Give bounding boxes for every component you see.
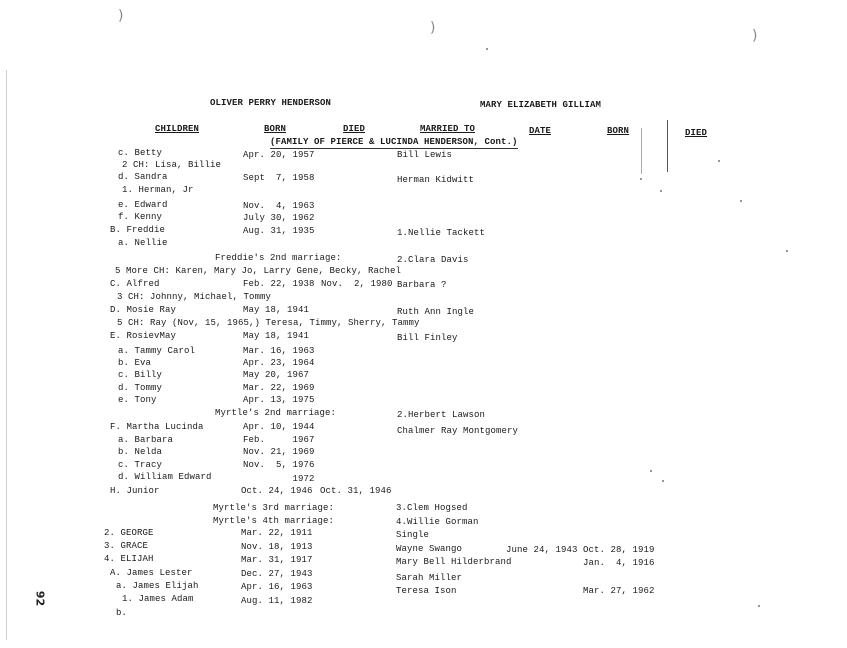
entry-name: 2. GEORGE bbox=[104, 528, 154, 538]
entry-spouse: 4.Willie Gorman bbox=[396, 517, 479, 527]
entry-marriage-date: June 24, 1943 bbox=[506, 545, 578, 555]
entry-name: A. James Lester bbox=[110, 568, 193, 578]
entry-born: Apr. 13, 1975 bbox=[243, 395, 315, 405]
entry-children: 2 CH: Lisa, Billie bbox=[122, 160, 222, 170]
wife-name: MARY ELIZABETH GILLIAM bbox=[480, 100, 602, 110]
entry-born: May 18, 1941 bbox=[243, 305, 310, 315]
entry-born: Apr. 20, 1957 bbox=[243, 150, 315, 160]
entry-name: d. William Edward bbox=[118, 472, 212, 482]
entry-born: Oct. 24, 1946 bbox=[241, 486, 313, 496]
entry-born: July 30, 1962 bbox=[243, 213, 315, 223]
entry-name: c. Billy bbox=[118, 370, 163, 380]
entry-died: Nov. 2, 1980 bbox=[321, 279, 393, 289]
scan-dot bbox=[640, 178, 642, 180]
entry-born: May 20, 1967 bbox=[243, 370, 310, 380]
scan-speck: ) bbox=[430, 20, 436, 36]
col-born: BORN bbox=[264, 124, 287, 134]
entry-born: Feb. 22, 1938 bbox=[243, 279, 315, 289]
entry-born: Mar. 22, 1969 bbox=[243, 383, 315, 393]
page-edge-shadow bbox=[6, 70, 7, 640]
entry-spouse: Mary Bell Hilderbrand bbox=[396, 557, 512, 567]
entry-born: Nov. 4, 1963 bbox=[243, 201, 315, 211]
entry-spouse: Wayne Swango bbox=[396, 544, 463, 554]
entry-name: F. Martha Lucinda bbox=[110, 422, 204, 432]
entry-name: B. Freddie bbox=[110, 225, 166, 235]
entry-spouse-born: Oct. 28, 1919 bbox=[583, 545, 655, 555]
col-spouse-born: BORN bbox=[607, 126, 630, 136]
entry-born: Nov. 21, 1969 bbox=[243, 447, 315, 457]
entry-born: Mar. 31, 1917 bbox=[241, 555, 313, 565]
scan-dot bbox=[486, 48, 488, 50]
entry-name: f. Kenny bbox=[118, 212, 163, 222]
entry-born: Apr. 10, 1944 bbox=[243, 422, 315, 432]
entry-name: C. Alfred bbox=[110, 279, 160, 289]
entry-born: Mar. 16, 1963 bbox=[243, 346, 315, 356]
col-died: DIED bbox=[343, 124, 366, 134]
entry-spouse: 3.Clem Hogsed bbox=[396, 503, 468, 513]
entry-name: c. Tracy bbox=[118, 460, 163, 470]
entry-name: 3. GRACE bbox=[104, 541, 149, 551]
entry-name: D. Mosie Ray bbox=[110, 305, 177, 315]
entry-spouse: 2.Clara Davis bbox=[397, 255, 469, 265]
husband-name: OLIVER PERRY HENDERSON bbox=[210, 98, 332, 108]
entry-name: d. Sandra bbox=[118, 172, 168, 182]
entry-name: H. Junior bbox=[110, 486, 160, 496]
entry-spouse: Chalmer Ray Montgomery bbox=[397, 426, 519, 436]
entry-name: c. Betty bbox=[118, 148, 163, 158]
column-rule bbox=[667, 120, 668, 172]
entry-name: b. bbox=[116, 608, 128, 618]
entry-born: May 18, 1941 bbox=[243, 331, 310, 341]
scan-dot bbox=[660, 190, 662, 192]
entry-born: 1972 bbox=[243, 474, 315, 484]
entry-died: Oct. 31, 1946 bbox=[320, 486, 392, 496]
entry-spouse: Bill Lewis bbox=[397, 150, 453, 160]
entry-marriage-note: Myrtle's 4th marriage: bbox=[213, 516, 335, 526]
entry-name: 4. ELIJAH bbox=[104, 554, 154, 564]
entry-born: Sept 7, 1958 bbox=[243, 173, 315, 183]
entry-name: e. Tony bbox=[118, 395, 157, 405]
scan-dot bbox=[718, 160, 720, 162]
col-spouse-died: DIED bbox=[685, 128, 708, 138]
entry-spouse: Herman Kidwitt bbox=[397, 175, 475, 185]
entry-name: 1. Herman, Jr bbox=[122, 185, 194, 195]
entry-children: 5 CH: Ray (Nov, 15, 1965,) Teresa, Timmy, Sherry, Tammy bbox=[117, 318, 420, 328]
entry-name: E. RosievMay bbox=[110, 331, 177, 341]
entry-born: Apr. 16, 1963 bbox=[241, 582, 313, 592]
family-note: (FAMILY OF PIERCE & LUCINDA HENDERSON, Cont.) bbox=[270, 137, 518, 147]
entry-born: Feb. 1967 bbox=[243, 435, 315, 445]
entry-spouse: 2.Herbert Lawson bbox=[397, 410, 486, 420]
entry-marriage-note: Myrtle's 2nd marriage: bbox=[215, 408, 337, 418]
scan-dot bbox=[740, 200, 742, 202]
entry-name: a. James Elijah bbox=[116, 581, 199, 591]
col-date: DATE bbox=[529, 126, 552, 136]
scan-speck: ) bbox=[118, 8, 124, 24]
entry-spouse: 1.Nellie Tackett bbox=[397, 228, 486, 238]
entry-children: 5 More CH: Karen, Mary Jo, Larry Gene, Becky, Rachel bbox=[115, 266, 402, 276]
entry-name: b. Nelda bbox=[118, 447, 163, 457]
entry-born: Dec. 27, 1943 bbox=[241, 569, 313, 579]
entry-born: Apr. 23, 1964 bbox=[243, 358, 315, 368]
entry-spouse: Bill Finley bbox=[397, 333, 458, 343]
col-married-to: MARRIED TO bbox=[420, 124, 476, 134]
entry-name: d. Tommy bbox=[118, 383, 163, 393]
entry-name: a. Tammy Carol bbox=[118, 346, 196, 356]
entry-spouse: Sarah Miller bbox=[396, 573, 463, 583]
entry-name: b. Eva bbox=[118, 358, 152, 368]
col-children: CHILDREN bbox=[155, 124, 200, 134]
scan-speck: ) bbox=[752, 28, 758, 44]
entry-spouse: Single bbox=[396, 530, 430, 540]
scan-dot bbox=[786, 250, 788, 252]
entry-born: Mar. 22, 1911 bbox=[241, 528, 313, 538]
page-number: 92 bbox=[33, 590, 47, 607]
entry-born: Aug. 31, 1935 bbox=[243, 226, 315, 236]
entry-name: a. Barbara bbox=[118, 435, 174, 445]
entry-born: Nov. 5, 1976 bbox=[243, 460, 315, 470]
entry-spouse: Ruth Ann Ingle bbox=[397, 307, 475, 317]
entry-name: e. Edward bbox=[118, 200, 168, 210]
entry-marriage-note: Myrtle's 3rd marriage: bbox=[213, 503, 335, 513]
note-underline bbox=[270, 148, 518, 149]
entry-born: Aug. 11, 1982 bbox=[241, 596, 313, 606]
entry-spouse-born: Mar. 27, 1962 bbox=[583, 586, 655, 596]
entry-name: a. Nellie bbox=[118, 238, 168, 248]
scan-dot bbox=[758, 605, 760, 607]
entry-name: 1. James Adam bbox=[122, 594, 194, 604]
column-rule bbox=[641, 128, 642, 174]
entry-born: Nov. 18, 1913 bbox=[241, 542, 313, 552]
entry-spouse: Teresa Ison bbox=[396, 586, 457, 596]
scan-dot bbox=[662, 480, 664, 482]
scan-dot bbox=[650, 470, 652, 472]
entry-spouse: Barbara ? bbox=[397, 280, 447, 290]
entry-marriage-note: Freddie's 2nd marriage: bbox=[215, 253, 342, 263]
entry-spouse-born: Jan. 4, 1916 bbox=[583, 558, 655, 568]
entry-children: 3 CH: Johnny, Michael, Tommy bbox=[117, 292, 272, 302]
